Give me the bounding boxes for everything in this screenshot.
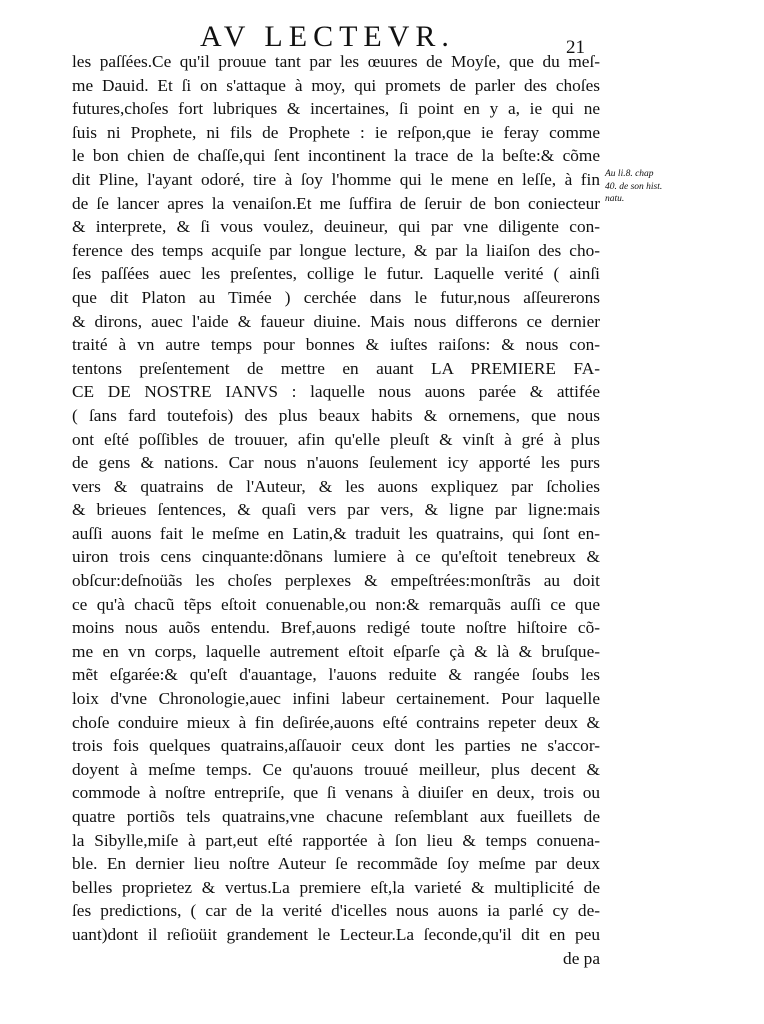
text-line: ce qu'à chacũ tẽps eſtoit conuenable,ou non:& remarquãs auſſi ce que <box>72 594 600 614</box>
text-line: dit Pline, l'ayant odoré, tire à ſoy l'homme qui le mene en leſſe, à fin <box>72 169 600 189</box>
text-line: belles proprietez & vertus.La premiere eſt,la varieté & multiplicité de <box>72 877 600 897</box>
text-line: ſuis ni Prophete, ni fils de Prophete : ie reſpon,que ie feray comme <box>72 122 600 142</box>
text-line: uant)dont il reſioüit grandement le Lecteur.La ſeconde,qu'il dit en peu <box>72 924 600 944</box>
text-line: & dirons, auec l'aide & faueur diuine. Mais nous differons ce dernier <box>72 311 600 331</box>
marginal-note <box>605 168 675 206</box>
text-line: doyent à meſme temps. Ce qu'auons trouué meilleur, plus decent & <box>72 759 600 779</box>
text-line: auſſi auons fait le meſme en Latin,& traduit les quatrains, qui ſont en- <box>72 523 600 543</box>
text-line: de gens & nations. Car nous n'auons ſeulement icy apporté les purs <box>72 453 600 473</box>
text-line: ble. En dernier lieu noſtre Auteur ſe recommãde ſoy meſme par deux <box>72 854 600 874</box>
text-line: moins nous auõs entendu. Bref,auons redigé toute noſtre hiſtoire cõ- <box>72 618 600 638</box>
text-line: ference des temps acquiſe par longue lecture, & par la liaiſon des cho- <box>72 240 600 260</box>
text-line: & brieues ſentences, & quaſi vers par vers, & ligne par ligne:mais <box>72 500 600 520</box>
text-line: vers & quatrains de l'Auteur, & les auons expliquez par ſcholies <box>72 476 600 496</box>
text-line: mẽt eſgarée:& qu'eſt d'auantage, l'auons reduite & rangée ſoubs les <box>72 665 600 685</box>
text-line: & interprete, & ſi vous voulez, deuineur, qui par vne diligente con- <box>72 217 600 237</box>
text-line: me en vn corps, laquelle autrement eſtoit eſparſe çà & là & bruſque- <box>72 641 600 661</box>
text-line: de ſe lancer apres la venaiſon.Et me ſuffira de ſeruir de bon coniecteur <box>72 193 600 213</box>
text-line: obſcur:deſnoüãs les choſes perplexes & empeſtrées:monſtrãs au doit <box>72 571 600 591</box>
text-line: futures,choſes fort lubriques & incertaines, ſi point en y a, ie qui ne <box>72 99 600 119</box>
text-line: CE DE NOSTRE IANVS : laquelle nous auons parée & attifée <box>72 382 600 402</box>
text-line: choſe conduire mieux à fin deſirée,auons eſté contrains repeter deux & <box>72 712 600 732</box>
text-line: traité à vn autre temps pour bonnes & iuſtes raiſons: & nous con- <box>72 335 600 355</box>
running-title: AV LECTEVR. <box>200 20 455 53</box>
body-text <box>72 50 600 970</box>
text-line: ( ſans fard toutefois) des plus beaux habits & ornemens, que nous <box>72 405 600 425</box>
text-line: ſes predictions, ( car de la verité d'icelles nous auons ia parlé cy de- <box>72 901 600 921</box>
text-line: ont eſté poſſibles de trouuer, afin qu'elle pleuſt & vinſt à gré à plus <box>72 429 600 449</box>
text-line: me Dauid. Et ſi on s'attaque à moy, qui promets de parler des choſes <box>72 75 600 95</box>
text-line: loix d'vne Chronologie,auec infini labeur certainement. Pour laquelle <box>72 689 600 709</box>
text-line: que dit Platon au Timée ) cerchée dans le futur,nous aſſeurerons <box>72 287 600 307</box>
text-line: uiron trois cens cinquante:dõnans lumiere à ce qu'eſtoit tenebreux & <box>72 547 600 567</box>
marginal-note-line: 40. de son hist. <box>605 181 663 192</box>
marginal-note-line: Au li.8. chap <box>605 169 654 179</box>
text-line: le bon chien de chaſſe,qui ſent incontinent la trace de la beſte:& cõme <box>72 146 600 166</box>
catchword: de pa <box>563 948 600 968</box>
text-line: trois fois quelques quatrains,aſſauoir ceux dont les parties ne s'accor- <box>72 736 600 756</box>
text-line: quatre portiõs tels quatrains,vne chacune reſemblant aux fueillets de <box>72 807 600 826</box>
text-line: commode à noſtre entrepriſe, que ſi venans à diuiſer en deux, trois ou <box>72 783 600 803</box>
text-line: ſes paſſées auec les preſentes, collige le futur. Laquelle verité ( ainſi <box>72 264 600 284</box>
text-line: la Sibylle,miſe à part,eut eſté rapportée à ſon lieu & temps conuena- <box>72 830 600 850</box>
page-number: 21 <box>566 37 585 58</box>
text-line: les paſſées.Ce qu'il prouue tant par les œuures de Moyſe, que du meſ- <box>72 52 600 71</box>
marginal-note-line: natu. <box>605 194 625 204</box>
text-line: tentons preſentement de mettre en auant LA PREMIERE FA- <box>72 358 600 378</box>
